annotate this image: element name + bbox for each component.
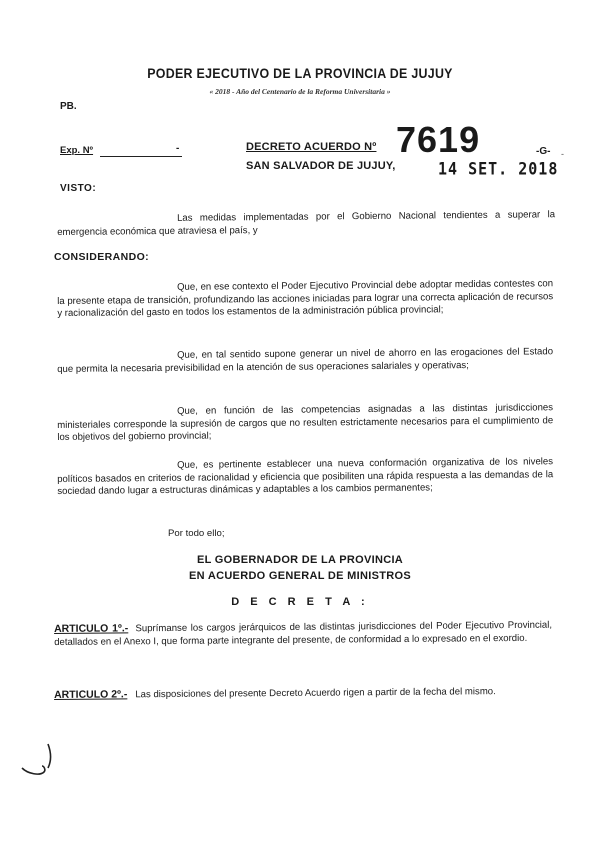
governor-line-1: EL GOBERNADOR DE LA PROVINCIA xyxy=(196,554,404,566)
expediente-label: Exp. Nº xyxy=(60,145,94,156)
decreto-trailing-dash: - xyxy=(561,149,564,159)
pb-label: PB. xyxy=(60,101,77,112)
decreto-label: DECRETO ACUERDO Nº xyxy=(246,141,377,153)
decreta-heading: D E C R E T A : xyxy=(231,596,369,608)
decreto-number: 7619 xyxy=(396,119,481,160)
article-1-text: Suprímanse los cargos jerárquicos de las distintas jurisdicciones del Poder Ejecutivo Provincial, detallados en el Anexo I, que forma parte integrante del presente, de conformidad a lo expresado en el exordio. xyxy=(54,619,553,648)
considerando-paragraph: Que, en función de las competencias asignadas a las distintas jurisdicciones ministeriales corresponde la supresión de cargos que no resulten estrictamente necesarios para el cumplimiento de los objetivos del gobierno provincial; xyxy=(57,402,554,444)
article-2-label: ARTICULO 2º.- xyxy=(54,688,128,701)
signature-mark xyxy=(18,742,78,792)
article-2 xyxy=(54,685,552,703)
visto-text: Las medidas implementadas por el Gobierno Nacional tendientes a superar la emergencia económica que atraviesa el país, y xyxy=(57,209,556,238)
date-stamp: 14 SET. 2018 xyxy=(438,159,559,179)
article-1-label: ARTICULO 1º.- xyxy=(54,622,129,635)
place-line: SAN SALVADOR DE JUJUY, xyxy=(246,160,396,172)
article-2-text: Las disposiciones del presente Decreto Acuerdo rigen a partir de la fecha del mismo. xyxy=(135,686,496,701)
expediente-dash: - xyxy=(176,143,180,154)
governor-line-2: EN ACUERDO GENERAL DE MINISTROS xyxy=(189,570,411,582)
article-1 xyxy=(54,619,552,650)
visto-heading: VISTO: xyxy=(60,183,97,194)
por-todo-ello: Por todo ello; xyxy=(168,528,225,539)
decreto-suffix: -G- xyxy=(536,146,551,157)
considerando-paragraph: Que, es pertinente establecer una nueva conformación organizativa de los niveles políticos basados en criterios de racionalidad y eficiencia que posibiliten una rápida respuesta a las demandas de la sociedad dando lugar a estructuras dinámicas y adaptables a los cambios permanentes; xyxy=(57,456,554,498)
considerando-heading: CONSIDERANDO: xyxy=(54,251,150,263)
considerando-paragraph: Que, en tal sentido supone generar un nivel de ahorro en las erogaciones del Estado que permita la necesaria previsibilidad en la atención de sus operaciones salariales y operativas; xyxy=(57,346,554,375)
header-motto: « 2018 - Año del Centenario de la Reforma Universitaria » xyxy=(209,87,391,96)
considerando-paragraph: Que, en ese contexto el Poder Ejecutivo Provincial debe adoptar medidas contestes con la presente etapa de transición, profundizando las acciones iniciadas para lograr una correcta aplicación de recursos y racionalización del gasto en todos los estamentos de la administración pública provincial; xyxy=(57,278,554,320)
expediente-blank-line xyxy=(100,156,182,157)
page-title: PODER EJECUTIVO DE LA PROVINCIA DE JUJUY xyxy=(147,66,453,81)
